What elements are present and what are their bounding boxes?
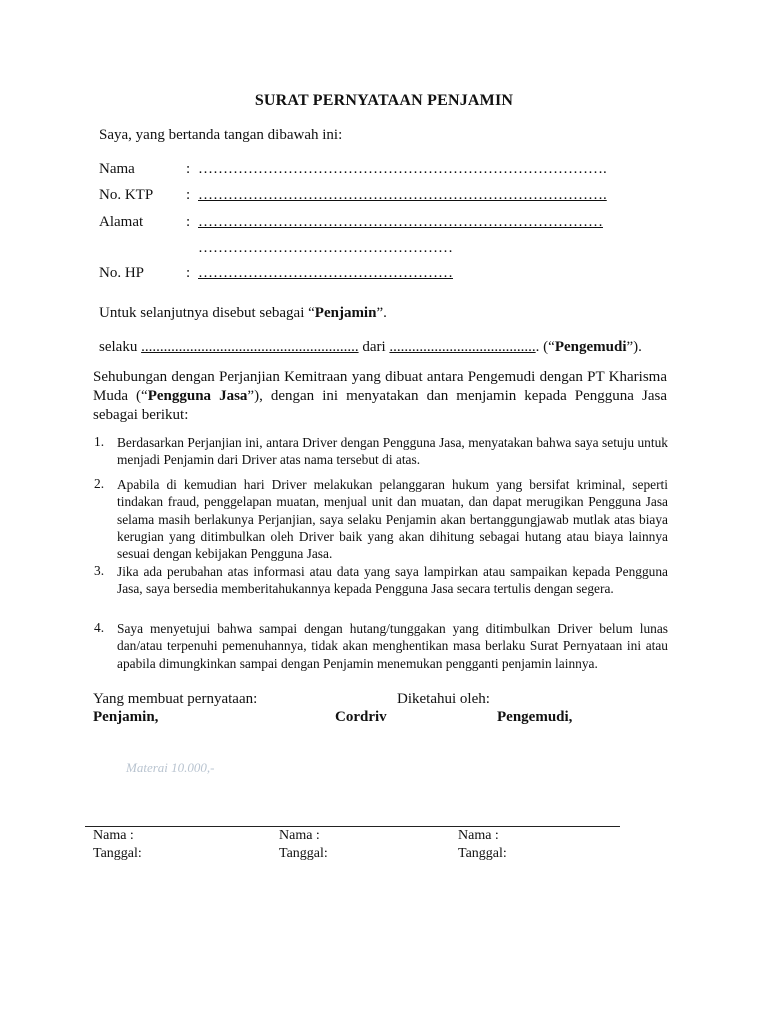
pengemudi-name-label: Nama : [458, 828, 499, 843]
field-label-hp: No. HP [99, 265, 145, 281]
intro-text: Saya, yang bertanda tangan dibawah ini: [99, 127, 343, 143]
field-colon: : [186, 214, 191, 230]
selaku-close: ”). [626, 339, 642, 355]
field-colon: : [186, 187, 191, 203]
referred-bold: Penjamin [314, 305, 377, 321]
field-blank-alamat[interactable]: ……………………………………………………………………… [198, 214, 603, 230]
field-blank-hp[interactable]: …………………………………………… [198, 265, 453, 281]
cordriv-label: Cordriv [335, 709, 387, 725]
selaku-mid: dari [362, 339, 386, 355]
penjamin-date-label: Tanggal: [93, 846, 142, 861]
field-blank-nama[interactable]: ………………………………………………………………………. [198, 161, 607, 177]
known-by-label: Diketahui oleh: [397, 691, 490, 707]
field-colon: : [186, 265, 191, 281]
cordriv-date-label: Tanggal: [279, 846, 328, 861]
referred-as-text [99, 305, 387, 322]
selaku-blank[interactable]: .......................................................... [141, 339, 359, 355]
referred-prefix: Untuk selanjutnya disebut sebagai “ [99, 305, 315, 321]
field-blank-ktp[interactable]: ………………………………………………………………………. [198, 187, 607, 203]
list-item: Jika ada perubahan atas informasi atau data yang saya lampirkan atau sampaikan kepada Pengguna Jasa, saya bersedia memberitahukannya kepada Pengguna Jasa secara tertulis dengan segera. [117, 564, 668, 597]
materai-stamp-note: Materai 10.000,- [126, 760, 215, 775]
selaku-bold: Pengemudi [554, 339, 627, 355]
field-label-nama: Nama [99, 161, 135, 177]
field-blank-alamat-line2[interactable]: …………………………………………… [198, 240, 453, 256]
paragraph-part1: Sehubungan dengan Perjanjian Kemitraan yang dibuat antara Pengemudi dengan PT Kharisma Muda (“ [93, 369, 667, 404]
main-paragraph [93, 368, 667, 425]
paragraph-bold: Pengguna Jasa [147, 388, 248, 404]
selaku-prefix: selaku [99, 339, 138, 355]
item-number: 2. [94, 476, 105, 491]
field-label-ktp: No. KTP [99, 187, 154, 203]
item-number: 3. [94, 563, 105, 578]
list-item: Berdasarkan Perjanjian ini, antara Driver dengan Pengguna Jasa, menyatakan bahwa saya setuju untuk menjadi Penjamin dari Driver atas nama tersebut di atas. [117, 435, 668, 468]
list-item: Apabila di kemudian hari Driver melakukan pelanggaran hukum yang bersifat kriminal, seperti tindakan fraud, penggelapan muatan, menjual unit dan muatan, dan dapat merugikan Pengguna Jasa selama masih berlakunya Perjanjian, saya selaku Penjamin akan bertanggungjawab mutlak atas biaya kerugian yang ditimbulkan oleh Driver baik yang akan dihitung sebagai hutang atau biaya lainnya sesuai dengan kebijakan Pengguna Jasa. [117, 477, 668, 562]
penjamin-name-label: Nama : [93, 828, 134, 843]
pengemudi-label: Pengemudi, [497, 709, 573, 725]
field-colon: : [186, 161, 191, 177]
selaku-line [99, 339, 642, 356]
penjamin-label: Penjamin, [93, 709, 159, 725]
item-number: 1. [94, 434, 105, 449]
pengemudi-date-label: Tanggal: [458, 846, 507, 861]
cordriv-name-label: Nama : [279, 828, 320, 843]
dari-blank[interactable]: ....................................... [389, 339, 536, 355]
paragraph-part2: ”), dengan ini menyatakan dan menjamin kepada Pengguna Jasa sebagai berikut: [93, 388, 667, 423]
selaku-open: . (“ [535, 339, 555, 355]
referred-suffix: ”. [376, 305, 387, 321]
field-label-alamat: Alamat [99, 214, 144, 230]
made-by-label: Yang membuat pernyataan: [93, 691, 258, 707]
signature-line [85, 826, 620, 827]
list-item: Saya menyetujui bahwa sampai dengan hutang/tunggakan yang ditimbulkan Driver belum lunas dan/atau terpenuhi pemenuhannya, tidak akan menghentikan masa berlaku Surat Pernyataan ini atau apabila dimungkinkan sampai dengan Penjamin menemukan pengganti penjamin lainnya. [117, 621, 668, 671]
item-number: 4. [94, 620, 105, 635]
document-title: SURAT PERNYATAAN PENJAMIN [254, 92, 514, 109]
